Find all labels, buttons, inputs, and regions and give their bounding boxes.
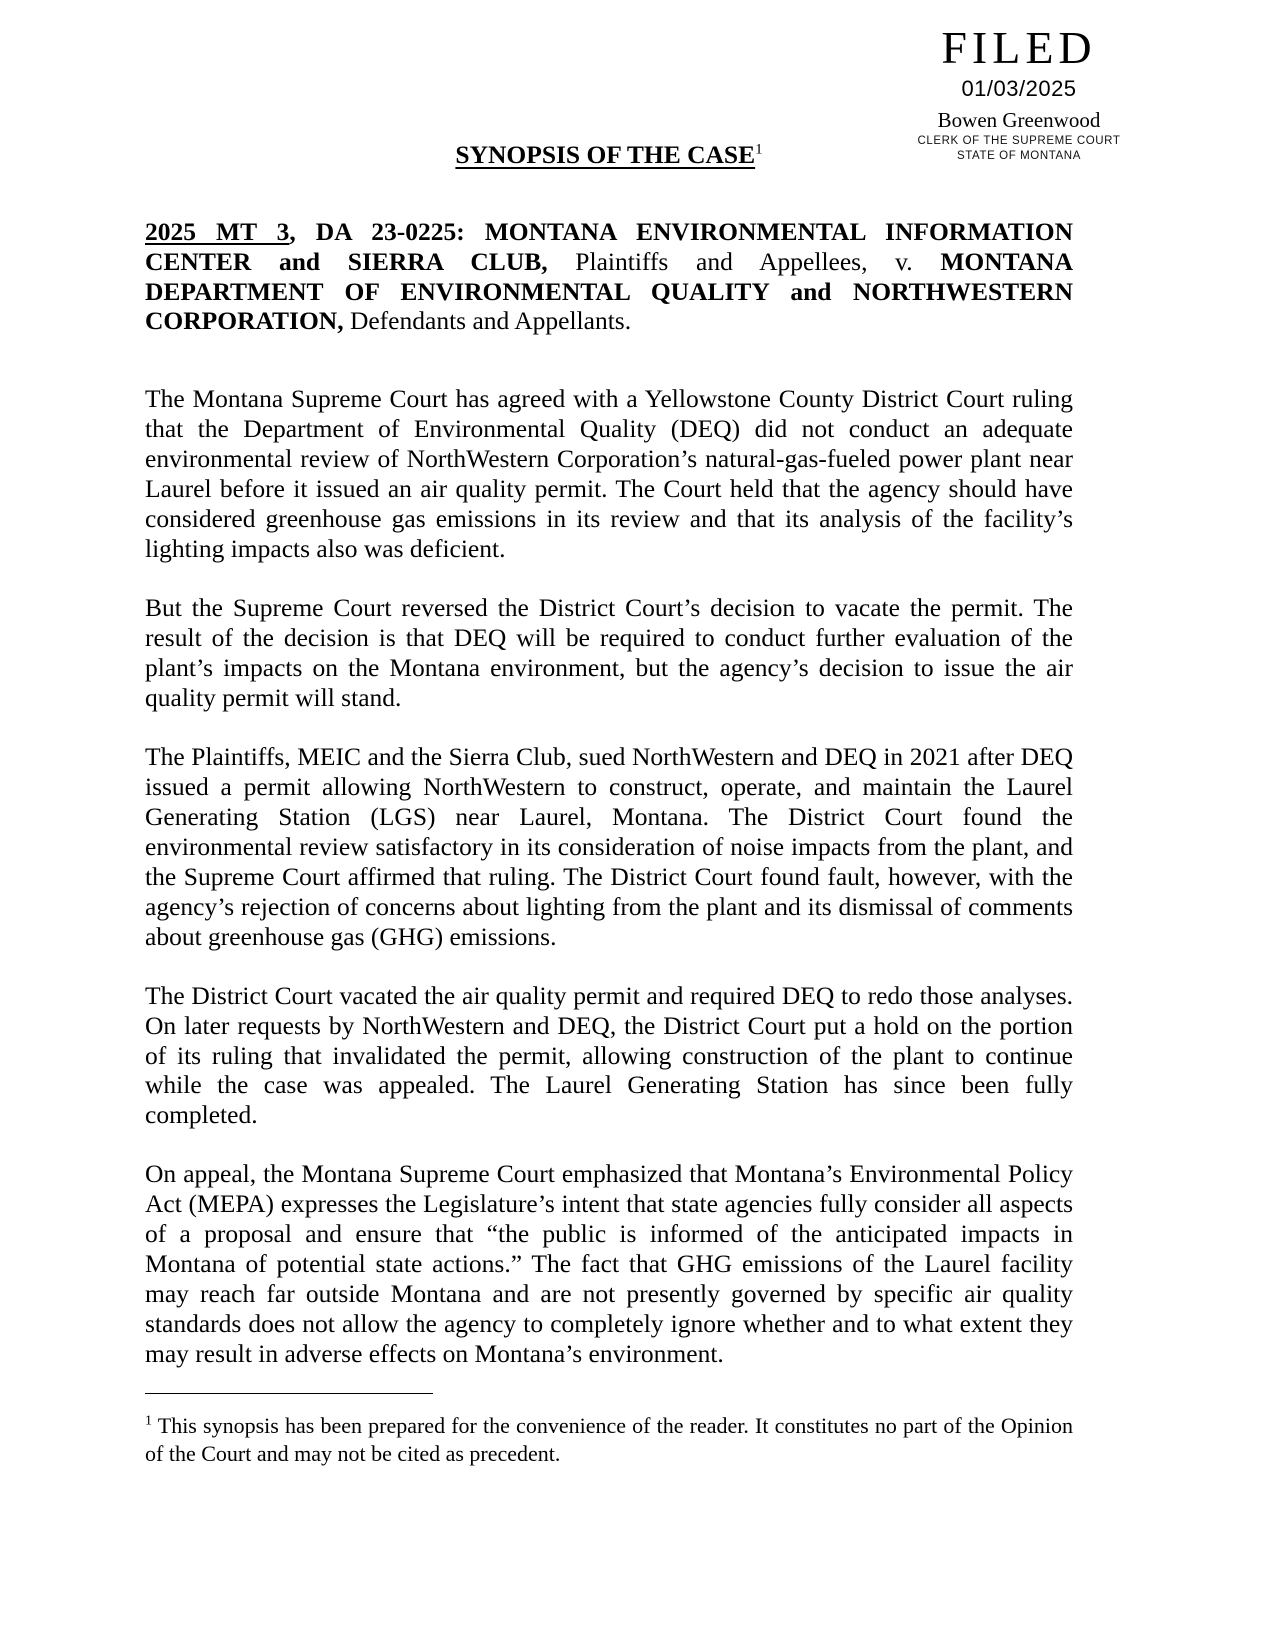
paragraph-5: On appeal, the Montana Supreme Court emphasized that Montana’s Environmental Policy Act (MEPA) expresses the Legislature’s intent that state agencies fully consider all aspects of a proposal and ensure that “the public is informed of the anticipated impacts in Montana of potential state actions.” The fact that GHG emissions of the Laurel facility may reach far outside Montana and are not presently governed by specific air quality standards does not allow the agency to completely ignore whether and to what extent they may result in adverse effects on Montana’s environment. — [145, 1159, 1073, 1369]
filed-stamp-word: FILED — [941, 22, 1097, 73]
case-citation: 2025 MT 3 — [145, 216, 290, 246]
title-footnote-marker: 1 — [755, 141, 763, 158]
paragraph-1: The Montana Supreme Court has agreed with a Yellowstone County District Court ruling that the Department of Environmental Quality (DEQ) did not conduct an adequate environmental review of NorthWestern Corporation’s natural-gas-fueled power plant near Laurel before it issued an air quality permit. The Court held that the agency should have considered greenhouse gas emissions in its review and that its analysis of the facility’s lighting impacts also was deficient. — [145, 384, 1073, 564]
defendants-role: Defendants and Appellants. — [343, 306, 632, 336]
plaintiffs-role: Plaintiffs and Appellees, v. — [547, 246, 941, 276]
page-title — [145, 140, 1073, 171]
page-title-text: SYNOPSIS OF THE CASE — [455, 140, 756, 169]
paragraph-4: The District Court vacated the air quality permit and required DEQ to redo those analyses. On later requests by NorthWestern and DEQ, the District Court put a hold on the portion of its ruling that invalidated the permit, allowing construction of the plant to continue while the case was appealed. The Laurel Generating Station has since been fully completed. — [145, 980, 1073, 1130]
synopsis-paragraphs — [145, 384, 1073, 1369]
footnote-separator-rule — [145, 1393, 433, 1394]
case-caption — [145, 217, 1073, 337]
footnote-area — [145, 1393, 1073, 1468]
case-caption-defendants: MONTANA DEPARTMENT OF ENVIRONMENTAL QUALITY and NORTHWESTERN CORPORATION, — [145, 246, 1073, 336]
footnote-text: This synopsis has been prepared for the convenience of the reader. It constitutes no part of the Opinion of the Court and may not be cited as precedent. — [145, 1413, 1073, 1467]
filed-stamp-date: 01/03/2025 — [961, 76, 1077, 102]
paragraph-2: But the Supreme Court reversed the District Court’s decision to vacate the permit. The result of the decision is that DEQ will be required to conduct further evaluation of the plant’s impacts on the Montana environment, but the agency’s decision to issue the air quality permit will stand. — [145, 593, 1073, 712]
clerk-title-line-1: CLERK OF THE SUPREME COURT — [917, 135, 1121, 148]
paragraph-3: The Plaintiffs, MEIC and the Sierra Club, sued NorthWestern and DEQ in 2021 after DEQ issued a permit allowing NorthWestern to construct, operate, and maintain the Laurel Generating Station (LGS) near Laurel, Montana. The District Court found the environmental review satisfactory in its consideration of noise impacts from the plant, and the Supreme Court affirmed that ruling. The District Court found fault, however, with the agency’s rejection of concerns about lighting from the plant and its dismissal of comments about greenhouse gas (GHG) emissions. — [145, 741, 1073, 951]
document-body — [145, 0, 1073, 1369]
case-caption-plaintiffs: , DA 23-0225: MONTANA ENVIRONMENTAL INFORMATION CENTER and SIERRA CLUB, — [145, 216, 1073, 276]
clerk-title-line-2: STATE OF MONTANA — [957, 149, 1081, 162]
clerk-name: Bowen Greenwood — [937, 108, 1101, 133]
footnote-number: 1 — [145, 1413, 152, 1429]
footnote-1 — [145, 1412, 1073, 1468]
